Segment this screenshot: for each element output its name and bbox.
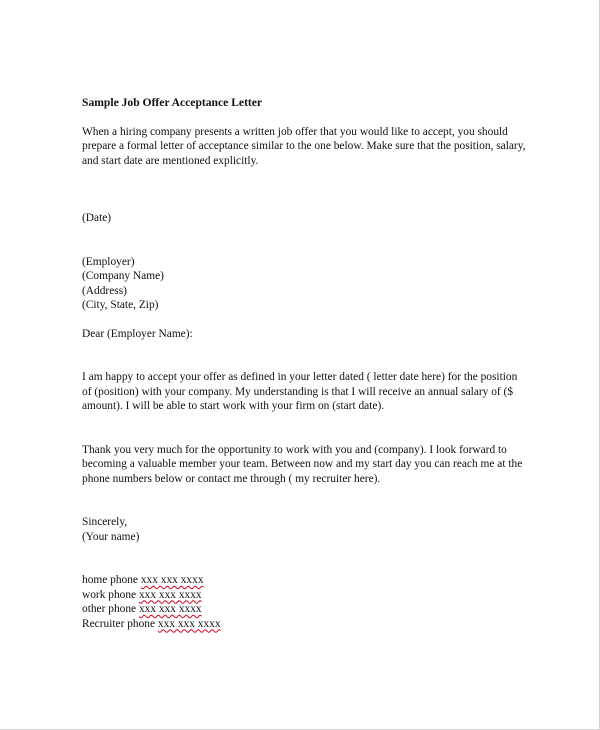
date-line: (Date): [82, 212, 112, 224]
signature: (Your name): [82, 530, 140, 543]
intro-paragraph: [82, 125, 532, 169]
body-line: becoming a valuable member your team. Between now and my start day you can reach me at the: [82, 458, 523, 470]
phone-entry-home: [82, 573, 532, 588]
intro-line: prepare a formal letter of acceptance similar to the one below. Make sure that the position, salary,: [82, 140, 526, 152]
body-line: amount). I will be able to start work with your firm on (start date).: [82, 400, 385, 412]
intro-line: When a hiring company presents a written job offer that you would like to accept, you should: [82, 125, 508, 138]
body-line: Thank you very much for the opportunity to work with you and (company). I look forward to: [82, 443, 507, 456]
phone-number: xxx xxx xxxx: [138, 603, 202, 615]
body-line: of (position) with your company. My understanding is that I will receive an annual salary of ($: [82, 385, 514, 398]
phone-list: [82, 573, 532, 631]
phone-number: xxx xxx xxxx: [157, 617, 221, 630]
intro-line: and start date are mentioned explicitly.: [82, 154, 259, 167]
body-line: phone numbers below or contact me through ( my recruiter here).: [82, 472, 381, 485]
phone-number: xxx xxx xxxx: [138, 588, 202, 601]
phone-label: home phone: [82, 574, 138, 586]
phone-label: work phone: [82, 588, 137, 601]
closing-block: [82, 515, 532, 544]
phone-entry-work: [82, 588, 532, 603]
salutation: Dear (Employer Name):: [82, 327, 193, 340]
document-title: Sample Job Offer Acceptance Letter: [82, 96, 263, 109]
company-line: (Company Name): [82, 270, 164, 282]
city-state-zip-line: (City, State, Zip): [82, 299, 159, 311]
recipient-address: [82, 255, 532, 313]
thanks-paragraph: [82, 443, 532, 487]
address-line: (Address): [82, 284, 127, 297]
employer-line: (Employer): [82, 255, 135, 268]
phone-label: other phone: [82, 603, 137, 615]
body-line: I am happy to accept your offer as defined in your letter dated ( letter date here) for the position: [82, 371, 518, 383]
closing: Sincerely,: [82, 516, 128, 528]
phone-number: xxx xxx xxxx: [140, 574, 204, 586]
phone-entry-recruiter: [82, 617, 532, 632]
acceptance-paragraph: [82, 370, 532, 414]
letter-body: [82, 96, 532, 631]
phone-entry-other: [82, 602, 532, 617]
phone-label: Recruiter phone: [82, 617, 156, 630]
